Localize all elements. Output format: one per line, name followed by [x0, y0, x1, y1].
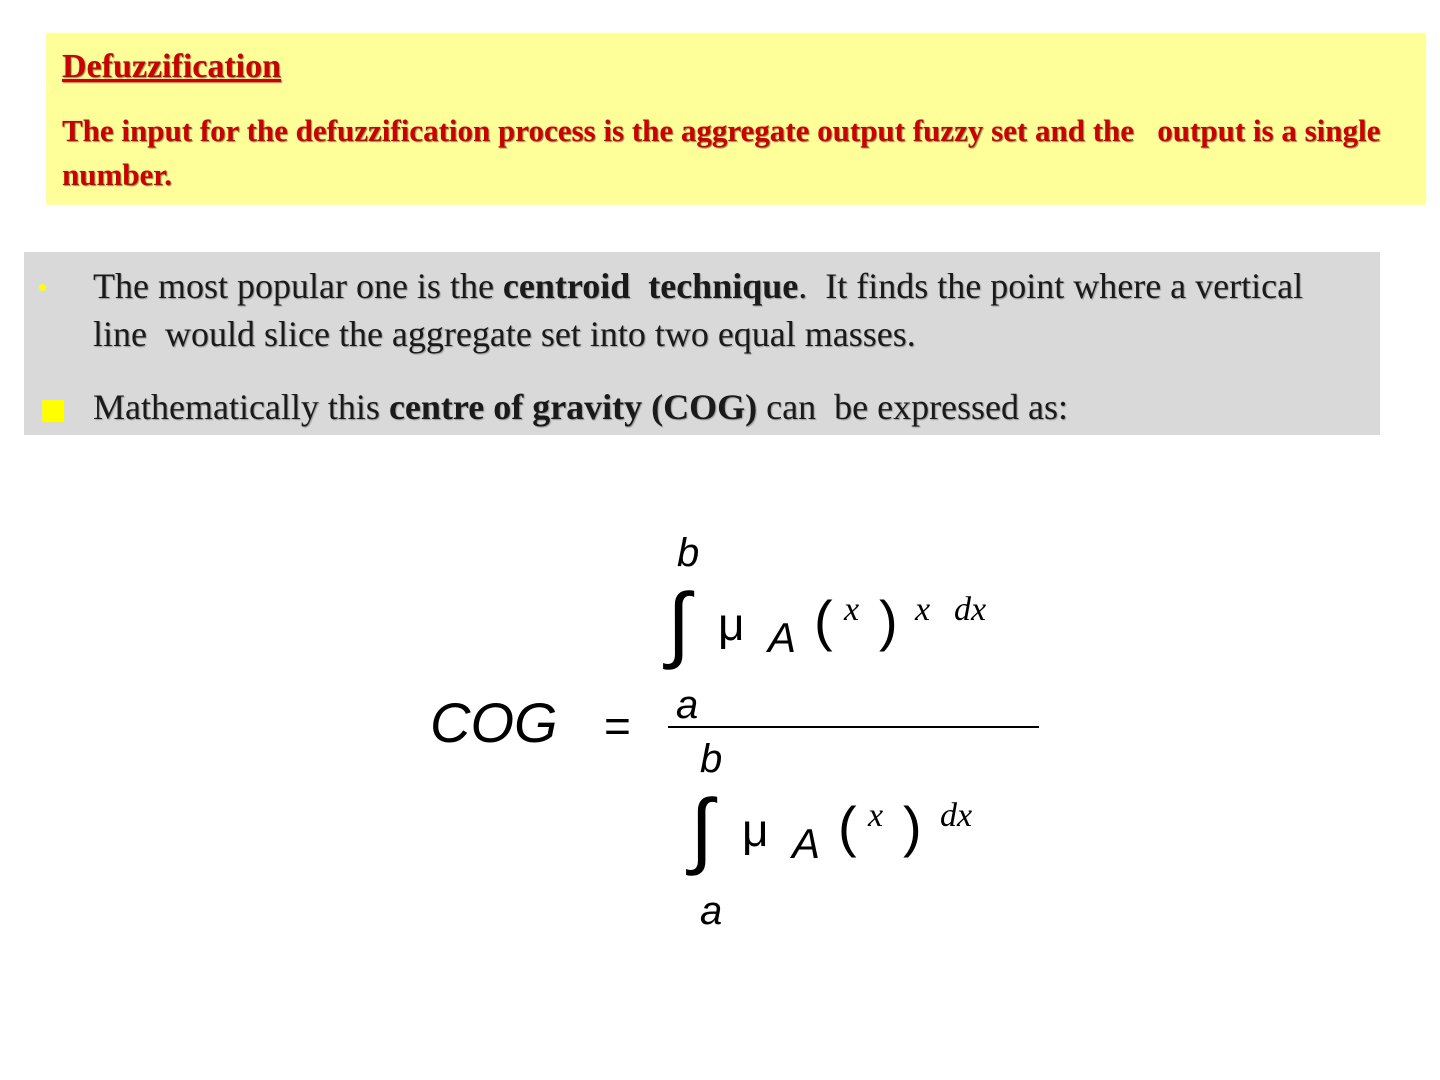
numerator-paren-close: ): [879, 589, 898, 652]
bullet-text-plain: . It finds the point where a vertical line would slice the aggregate set into two equal masses.: [93, 266, 1313, 354]
numerator-var: x: [844, 591, 860, 628]
slide-title: Defuzzification: [62, 48, 282, 85]
bullet-text-plain: Mathematically this: [93, 387, 389, 427]
denominator-upper-limit: b: [700, 737, 723, 781]
numerator-lower-limit: a: [676, 683, 699, 727]
denominator-paren-open: (: [838, 795, 857, 858]
numerator-paren-open: (: [814, 589, 833, 652]
bullet-text-plain: The most popular one is the: [93, 266, 503, 306]
numerator-upper-limit: b: [677, 531, 700, 575]
numerator-differential: dx: [954, 591, 987, 628]
denominator-mu: μ: [742, 804, 769, 856]
bullet-text-plain: can be expressed as:: [757, 387, 1069, 427]
denominator-lower-limit: a: [700, 889, 723, 933]
definition-text: The input for the defuzzification process is the aggregate output fuzzy set and the output is a single number.: [62, 113, 1389, 192]
numerator-multiplier: x: [915, 591, 931, 628]
denominator-var: x: [868, 797, 884, 834]
numerator-integral-icon: ∫: [667, 576, 691, 670]
denominator-set: A: [792, 820, 821, 867]
denominator-integral-icon: ∫: [690, 782, 714, 876]
formula-equals: =: [604, 700, 631, 752]
bullet-text-bold: centroid technique: [502, 266, 799, 306]
numerator-mu: μ: [718, 598, 745, 650]
denominator-differential: dx: [940, 797, 973, 834]
numerator-set: A: [768, 614, 797, 661]
bullet-text-bold: centre of gravity (COG): [388, 387, 758, 427]
denominator-paren-close: ): [903, 795, 922, 858]
formula-lhs: COG: [430, 691, 558, 754]
